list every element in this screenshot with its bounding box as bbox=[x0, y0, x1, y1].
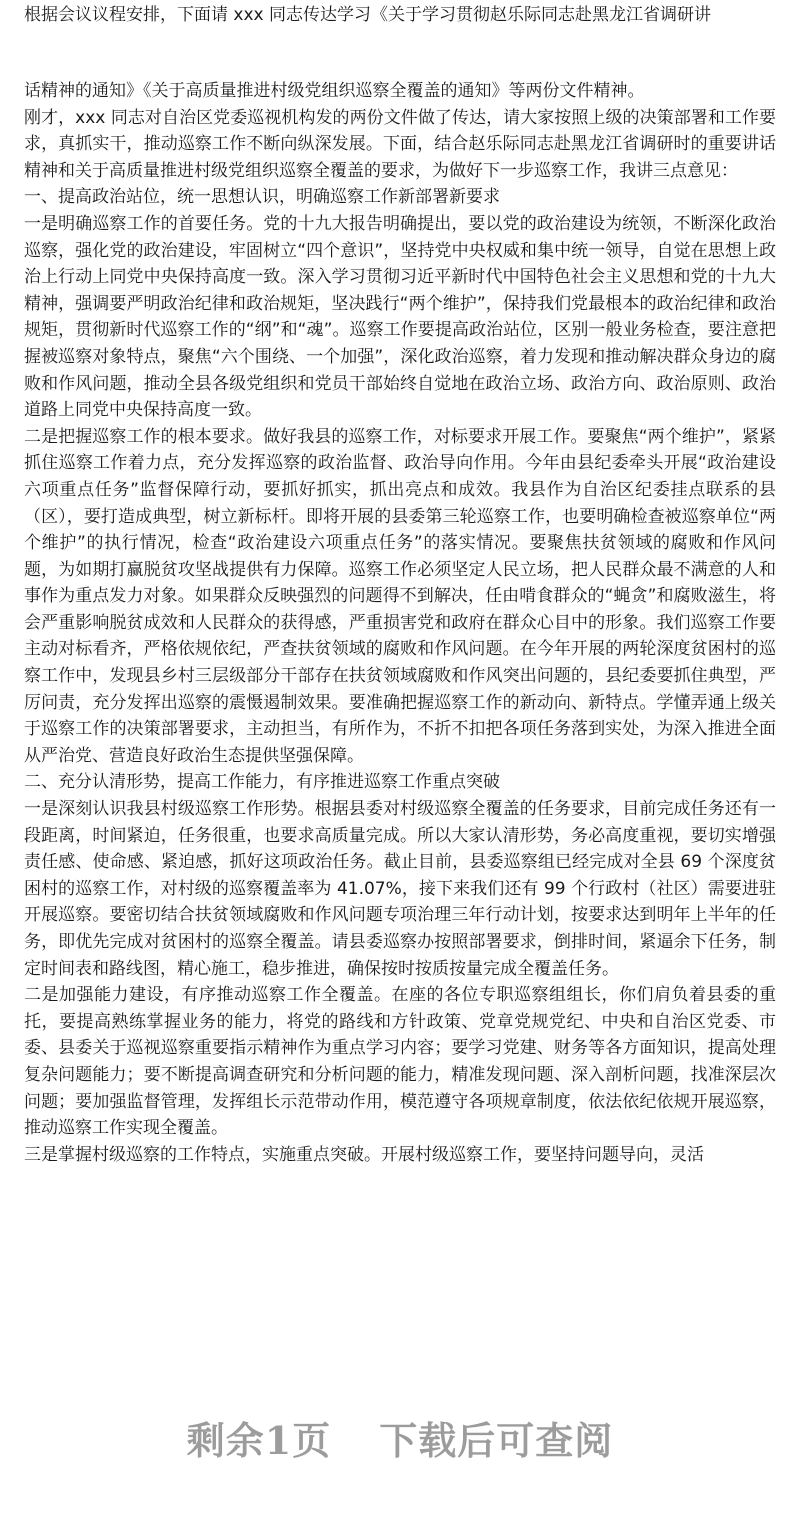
document-body bbox=[24, 78, 776, 1168]
paragraph: 一是明确巡察工作的首要任务。党的十九大报告明确提出，要以党的政治建设为统领，不断深化政治巡察，强化党的政治建设，牢固树立“四个意识”，坚持党中央权威和集中统一领导，自觉在思想上政治上行动上同党中央保持高度一致。深入学习贯彻习近平新时代中国特色社会主义思想和党的十九大精神，强调要严明政治纪律和政治规矩，坚决践行“两个维护”，保持我们党最根本的政治纪律和政治规矩，贯彻新时代巡察工作的“纲”和“魂”。巡察工作要提高政治站位，区别一般业务检查，要注意把握被巡察对象特点，聚焦“六个围绕、一个加强”，深化政治巡察，着力发现和推动解决群众身边的腐败和作风问题，推动全县各级党组织和党员干部始终自觉地在政治立场、政治方向、政治原则、政治道路上同党中央保持高度一致。 bbox=[24, 213, 776, 421]
section-heading: 一、提高政治站位，统一思想认识，明确巡察工作新部署新要求 bbox=[24, 187, 500, 208]
paragraph: 二是加强能力建设，有序推动巡察工作全覆盖。在座的各位专职巡察组组长，你们肩负着县委的重托，要提高熟练掌握业务的能力，将党的路线和方针政策、党章党规党纪、中央和自治区党委、市委、县委关于巡视巡察重要指示精神作为重点学习内容；要学习党建、财务等各方面知识，提高处理复杂问题能力；要不断提高调查研究和分析问题的能力，精准发现问题、深入剖析问题，找准深层次问题；要加强监督管理，发挥组长示范带动作用，模范遵守各项规章制度，依法依纪依规开展巡察，推动巡察工作实现全覆盖。 bbox=[24, 985, 776, 1139]
document-first-line: 根据会议议程安排，下面请 xxx 同志传达学习《关于学习贯彻赵乐际同志赴黑龙江省调研讲 bbox=[24, 5, 711, 25]
download-hint-label: 下载后可查阅 bbox=[379, 1418, 614, 1463]
paragraph: 话精神的通知》《关于高质量推进村级党组织巡察全覆盖的通知》等两份文件精神。 bbox=[24, 81, 645, 101]
paragraph: 三是掌握村级巡察的工作特点，实施重点突破。开展村级巡察工作，要坚持问题导向，灵活 bbox=[24, 1144, 704, 1165]
download-prompt-banner[interactable] bbox=[0, 1410, 800, 1465]
section-heading: 二、充分认清形势，提高工作能力，有序推进巡察工作重点突破 bbox=[24, 772, 500, 793]
remaining-pages-label: 剩余1页 bbox=[186, 1418, 332, 1463]
paragraph: 刚才，xxx 同志对自治区党委巡视机构发的两份文件做了传达，请大家按照上级的决策部署和工作要求，真抓实干，推动巡察工作不断向纵深发展。下面，结合赵乐际同志赴黑龙江省调研时的重要讲话精神和关于高质量推进村级党组织巡察全覆盖的要求，为做好下一步巡察工作，我讲三点意见： bbox=[24, 107, 776, 181]
paragraph: 一是深刻认识我县村级巡察工作形势。根据县委对村级巡察全覆盖的任务要求，目前完成任务还有一段距离，时间紧迫，任务很重，也要求高质量完成。所以大家认清形势，务必高度重视，要切实增强责任感、使命感、紧迫感，抓好这项政治任务。截止目前，县委巡察组已经完成对全县 69 个深度贫困村的巡察工作，对村级的巡察覆盖率为 41.07%，接下来我们还有 99 个行政村（社区）需要进驻开展巡察。要密切结合扶贫领域腐败和作风问题专项治理三年行动计划，按要求达到明年上半年的任务，即优先完成对贫困村的巡察全覆盖。请县委巡察办按照部署要求，倒排时间，紧逼余下任务，制定时间表和路线图，精心施工，稳步推进，确保按时按质按量完成全覆盖任务。 bbox=[24, 799, 776, 979]
paragraph: 二是把握巡察工作的根本要求。做好我县的巡察工作，对标要求开展工作。要聚焦“两个维护”，紧紧抓住巡察工作着力点，充分发挥巡察的政治监督、政治导向作用。今年由县纪委牵头开展“政治建设六项重点任务”监督保障行动，要抓好抓实，抓出亮点和成效。我县作为自治区纪委挂点联系的县（区），要打造成典型，树立新标杆。即将开展的县委第三轮巡察工作，也要明确检查被巡察单位“两个维护”的执行情况，检查“政治建设六项重点任务”的落实情况。要聚焦扶贫领域的腐败和作风问题，为如期打赢脱贫攻坚战提供有力保障。巡察工作必须坚定人民立场，把人民群众最不满意的人和事作为重点发力对象。如果群众反映强烈的问题得不到解决，任由啃食群众的“蝇贪”和腐败滋生，将会严重影响脱贫成效和人民群众的获得感，严重损害党和政府在群众心目中的形象。我们巡察工作要主动对标看齐，严格依规依纪，严查扶贫领域的腐败和作风问题。在今年开展的两轮深度贫困村的巡察工作中，发现县乡村三层级部分干部存在扶贫领域腐败和作风突出问题的，县纪委要抓住典型，严厉问责，充分发挥出巡察的震慑遏制效果。要准确把握巡察工作的新动向、新特点。学懂弄通上级关于巡察工作的决策部署要求，主动担当，有所作为，不折不扣把各项任务落到实处，为深入推进全面从严治党、营造良好政治生态提供坚强保障。 bbox=[24, 426, 776, 766]
